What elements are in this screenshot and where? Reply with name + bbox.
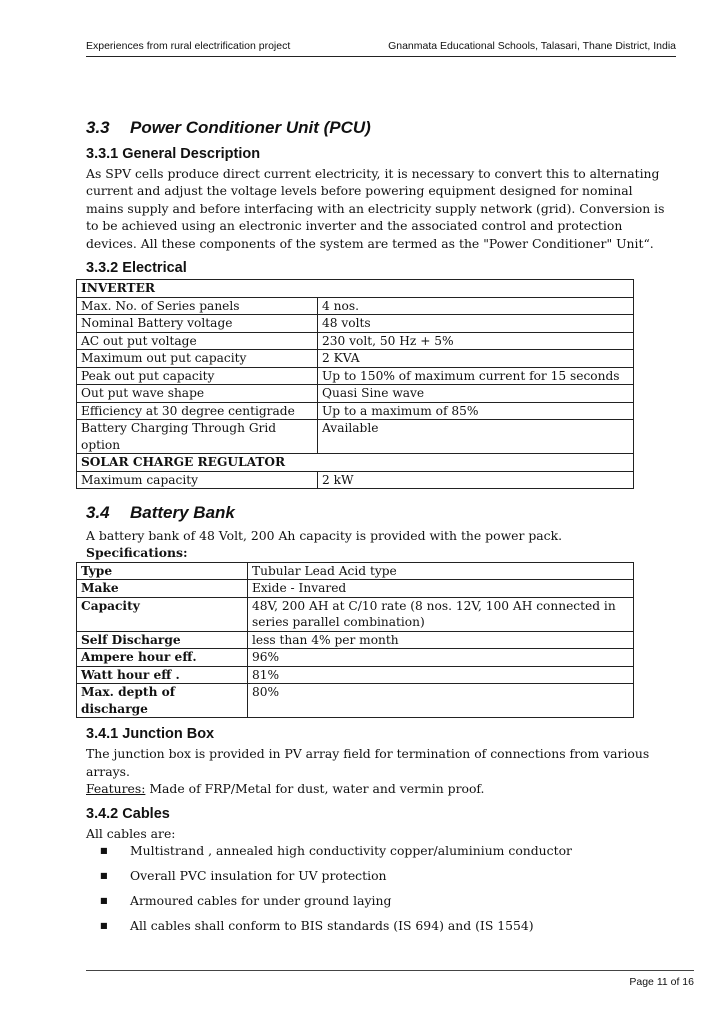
section-3-4-heading [86, 503, 666, 523]
spec-label: Maximum capacity [77, 471, 318, 489]
list-item-text: All cables shall conform to BIS standards (IS 694) and (IS 1554) [130, 917, 534, 933]
page-number: Page 11 of 16 [629, 976, 694, 988]
spec-value: 81% [248, 666, 634, 684]
section-3-3-heading [86, 118, 666, 138]
cables-list [86, 842, 666, 934]
junction-box-text: The junction box is provided in PV array field for termination of connections from various arrays. [86, 746, 650, 779]
spec-value: 2 KVA [318, 350, 634, 368]
spec-label: Self Discharge [77, 631, 248, 649]
battery-table [76, 562, 634, 719]
spec-label: Watt hour eff . [77, 666, 248, 684]
spec-label: AC out put voltage [77, 332, 318, 350]
page-header [86, 40, 676, 57]
spec-label: Type [77, 562, 248, 580]
table-row [77, 420, 634, 454]
spec-label: Max. depth of discharge [77, 684, 248, 718]
spec-label: Efficiency at 30 degree centigrade [77, 402, 318, 420]
spec-value: less than 4% per month [248, 631, 634, 649]
list-item [86, 892, 666, 909]
spec-label: Capacity [77, 597, 248, 631]
table-row [77, 684, 634, 718]
spec-label: Make [77, 580, 248, 598]
table-row [77, 666, 634, 684]
spec-value: Available [318, 420, 634, 454]
header-left: Experiences from rural electrification project [86, 40, 291, 52]
square-bullet-icon: ■ [100, 845, 108, 855]
square-bullet-icon: ■ [100, 870, 108, 880]
spec-value: 80% [248, 684, 634, 718]
list-item [86, 867, 666, 884]
table-row [77, 367, 634, 385]
spec-value: Quasi Sine wave [318, 385, 634, 403]
spec-label: Maximum out put capacity [77, 350, 318, 368]
section-title: Power Conditioner Unit (PCU) [130, 118, 371, 137]
table-row [77, 597, 634, 631]
spec-value: 4 nos. [318, 297, 634, 315]
table-row [77, 562, 634, 580]
header-right: Gnanmata Educational Schools, Talasari, Thane District, India [388, 40, 676, 52]
section-3-4-2-heading: 3.4.2 Cables [86, 805, 170, 822]
section-3-3-2-heading: 3.3.2 Electrical [86, 260, 187, 277]
spec-value: 230 volt, 50 Hz + 5% [318, 332, 634, 350]
spec-label: Battery Charging Through Grid option [77, 420, 318, 454]
list-item-text: Armoured cables for under ground laying [130, 892, 392, 908]
square-bullet-icon: ■ [100, 895, 108, 905]
list-item-text: Overall PVC insulation for UV protection [130, 867, 387, 883]
list-item-text: Multistrand , annealed high conductivity copper/aluminium conductor [130, 842, 572, 858]
features-text: Made of FRP/Metal for dust, water and vermin proof. [145, 781, 485, 797]
battery-intro: A battery bank of 48 Volt, 200 Ah capacity is provided with the power pack. [86, 528, 563, 544]
table-row [77, 332, 634, 350]
square-bullet-icon: ■ [100, 920, 108, 930]
table-section-row [77, 280, 634, 298]
table-row [77, 580, 634, 598]
table-row [77, 649, 634, 667]
inverter-label: INVERTER [77, 280, 634, 298]
list-item [86, 917, 666, 934]
list-item [86, 842, 666, 859]
section-number: 3.4 [86, 503, 110, 523]
footer-divider [86, 970, 694, 971]
cables-intro: All cables are: [86, 825, 176, 841]
section-title: Battery Bank [130, 503, 235, 523]
spec-value: Up to 150% of maximum current for 15 seconds [318, 367, 634, 385]
spec-value: 48 volts [318, 315, 634, 333]
spec-label: Peak out put capacity [77, 367, 318, 385]
specifications-label: Specifications: [86, 545, 188, 561]
table-row [77, 402, 634, 420]
spec-label: Max. No. of Series panels [77, 297, 318, 315]
spec-value: 48V, 200 AH at C/10 rate (8 nos. 12V, 100 AH connected in series parallel combination) [248, 597, 634, 631]
table-row [77, 631, 634, 649]
spec-value: 96% [248, 649, 634, 667]
spec-label: Out put wave shape [77, 385, 318, 403]
electrical-table [76, 279, 634, 489]
regulator-label: SOLAR CHARGE REGULATOR [77, 454, 634, 472]
spec-label: Ampere hour eff. [77, 649, 248, 667]
table-row [77, 471, 634, 489]
junction-box-features [86, 780, 666, 797]
section-3-4-1-heading: 3.4.1 Junction Box [86, 726, 215, 743]
spec-value: Exide - Invared [248, 580, 634, 598]
spec-label: Nominal Battery voltage [77, 315, 318, 333]
spec-value: 2 kW [318, 471, 634, 489]
spec-value: Up to a maximum of 85% [318, 402, 634, 420]
table-row [77, 385, 634, 403]
table-section-row [77, 454, 634, 472]
spec-value: Tubular Lead Acid type [248, 562, 634, 580]
page-content [81, 118, 666, 942]
table-row [77, 315, 634, 333]
features-label: Features: [86, 781, 146, 797]
table-row [77, 350, 634, 368]
section-number: 3.3 [86, 118, 110, 137]
section-3-3-1-heading: 3.3.1 General Description [86, 146, 261, 162]
general-description-text: As SPV cells produce direct current electricity, it is necessary to convert this to alternating current and adjust the voltage levels before powering equipment designed for nominal mains supply and before interfacing with an electricity supply network (grid). Conversion is to be achieved using an electronic inverter and the associated control and protection devices. All these components of the system are termed as the "Power Conditioner" Unit“. [86, 166, 665, 251]
table-row [77, 297, 634, 315]
